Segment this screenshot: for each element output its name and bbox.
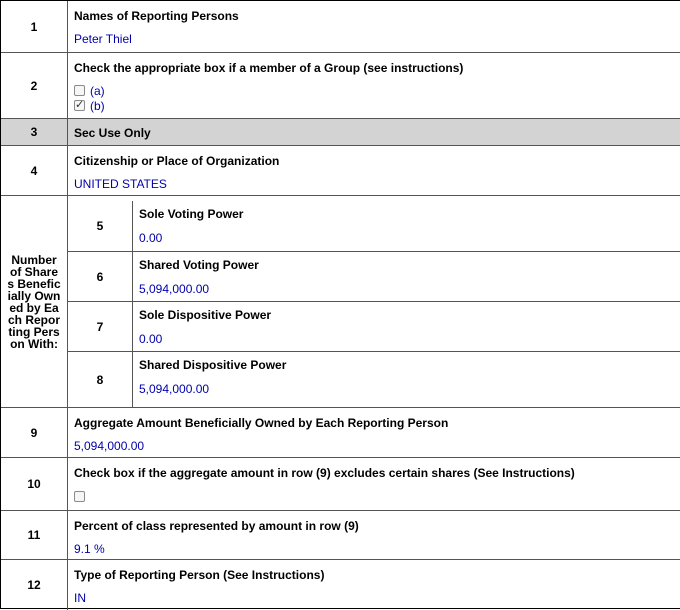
group-a-label: (a) (90, 83, 105, 98)
row-number: 8 (68, 352, 133, 408)
row-3 (1, 119, 680, 146)
row-value: 9.1 % (74, 542, 105, 556)
row-number: 10 (1, 458, 68, 510)
row-1 (1, 1, 680, 53)
row-number: 5 (68, 201, 133, 251)
row-6 (68, 252, 680, 302)
exclude-shares-checkbox[interactable] (74, 491, 85, 502)
group-a-checkbox[interactable] (74, 85, 85, 96)
row-number: 1 (1, 1, 68, 52)
shares-block (1, 196, 680, 408)
row-10 (1, 458, 680, 511)
group-b-label: (b) (90, 98, 105, 113)
row-label: Check box if the aggregate amount in row (9) excludes certain shares (See Instructions) (74, 466, 575, 480)
row-number: 7 (68, 302, 133, 351)
row-number: 4 (1, 146, 68, 195)
row-label: Aggregate Amount Beneficially Owned by Each Reporting Person (74, 416, 449, 430)
row-2 (1, 53, 680, 119)
row-label: Type of Reporting Person (See Instructions) (74, 568, 325, 582)
row-label: Names of Reporting Persons (74, 9, 239, 23)
group-option-b[interactable] (74, 98, 105, 113)
row-value: 5,094,000.00 (139, 282, 210, 296)
row-8 (68, 352, 680, 408)
row-5 (68, 201, 680, 252)
row-label: Sec Use Only (74, 126, 151, 140)
row-12 (1, 560, 680, 610)
row-label: Shared Voting Power (139, 258, 259, 272)
checkmark-icon: ✓ (75, 99, 85, 112)
row-label: Shared Dispositive Power (139, 358, 287, 372)
row-label: Check the appropriate box if a member of a Group (see instructions) (74, 61, 464, 75)
row-number: 2 (1, 53, 68, 118)
exclude-shares-option[interactable] (74, 489, 85, 503)
row-value: 5,094,000.00 (74, 439, 145, 453)
group-b-checkbox[interactable] (74, 100, 85, 111)
row-4 (1, 146, 680, 196)
row-number: 12 (1, 560, 68, 610)
row-label: Sole Dispositive Power (139, 308, 272, 322)
row-label: Citizenship or Place of Organization (74, 154, 280, 168)
row-number: 9 (1, 408, 68, 457)
row-number: 6 (68, 252, 133, 301)
row-value: 0.00 (139, 231, 163, 245)
row-label: Sole Voting Power (139, 207, 244, 221)
row-9 (1, 408, 680, 458)
row-label: Percent of class represented by amount in row (9) (74, 519, 359, 533)
row-number: 11 (1, 511, 68, 559)
row-value: Peter Thiel (74, 32, 132, 46)
row-11 (1, 511, 680, 560)
row-value: 0.00 (139, 332, 163, 346)
row-value: IN (74, 591, 86, 605)
group-option-a[interactable] (74, 83, 105, 98)
row-value: UNITED STATES (74, 177, 167, 191)
row-number: 3 (1, 119, 68, 145)
row-7 (68, 302, 680, 352)
row-value: 5,094,000.00 (139, 382, 210, 396)
shares-block-heading: Number of Shares Beneficially Owned by Each Reporting Person With: (1, 196, 68, 407)
